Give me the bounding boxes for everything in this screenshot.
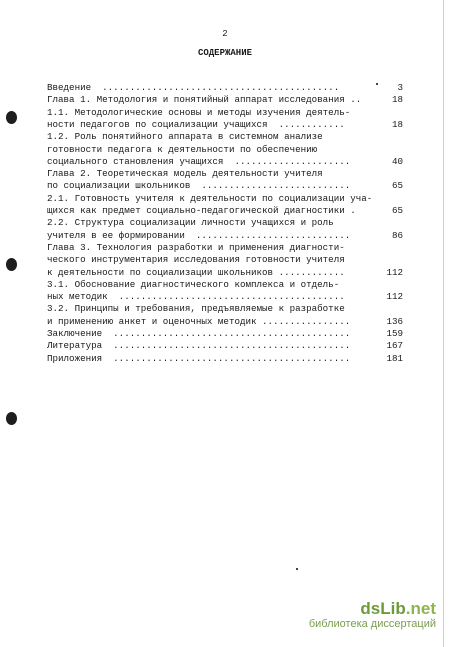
toc-entry-line: Глава 3. Технология разработки и применения диагности- — [47, 241, 345, 253]
watermark — [309, 600, 436, 631]
toc-page-number: 112 — [386, 291, 403, 303]
toc-entry-line: 2.2. Структура социализации личности учащихся и роль — [47, 217, 334, 229]
toc-entry-line: 1.1. Методологические основы и методы изучения деятель- — [47, 106, 351, 118]
toc-entry-line: ности педагогов по социализации учащихся ............ — [47, 118, 345, 130]
scan-speck — [296, 568, 298, 570]
toc-entry-line: готовности педагога к деятельности по обеспечению — [47, 143, 318, 155]
binder-hole-mark — [6, 258, 17, 271]
toc-page-number: 40 — [391, 155, 403, 167]
toc-page-number: 3 — [397, 82, 403, 93]
toc-entry-line: ных методик ......................................... — [47, 291, 345, 303]
toc-entry-line: Заключение ........................................... — [47, 328, 351, 339]
toc-page-number: 65 — [391, 180, 403, 192]
toc-entry-line: к деятельности по социализации школьников ............ — [47, 266, 345, 278]
toc-entry-line: по социализации школьников ........................... — [47, 180, 351, 192]
page-edge-line — [443, 0, 444, 647]
toc-entry-line: учителя в ее формировании ............................ — [47, 229, 351, 241]
toc-entry-line: щихся как предмет социально-педагогической диагностики . — [47, 205, 356, 216]
binder-hole-mark — [6, 412, 17, 425]
toc-entry-line: и применению анкет и оценочных методик ................ — [47, 315, 351, 327]
toc-entry-line: ческого инструментария исследования готовности учителя — [47, 254, 345, 266]
toc-page-number: 159 — [386, 328, 403, 339]
toc-page-number: 112 — [386, 266, 403, 278]
toc-entry-line: 3.2. Принципы и требования, предъявляемые к разработке — [47, 303, 345, 315]
toc-page-number: 18 — [391, 94, 403, 106]
page-number: 2 — [222, 29, 228, 39]
scan-speck — [376, 83, 378, 85]
watermark-logo: dsLib.net — [360, 599, 436, 618]
toc-entry-line: Введение ........................................... — [47, 82, 340, 93]
toc-entry-line: 3.1. Обоснование диагностического комплекса и отдель- — [47, 278, 340, 290]
toc-page-number: 18 — [391, 118, 403, 130]
toc-entry-line: Литература ........................................... — [47, 340, 351, 352]
toc-entry-line: 2.1. Готовность учителя к деятельности по социализации уча- — [47, 192, 373, 204]
toc-entry-line: Глава 1. Методология и понятийный аппарат исследования .. — [47, 94, 362, 106]
toc-entry-line: социального становления учащихся ..................... — [47, 155, 351, 167]
toc-page-number: 181 — [386, 352, 403, 364]
toc-heading: СОДЕРЖАНИЕ — [197, 48, 252, 58]
toc-entry-line: Глава 2. Теоретическая модель деятельности учителя — [47, 168, 323, 180]
toc-entry-line: 1.2. Роль понятийного аппарата в системном анализе — [47, 131, 323, 143]
watermark-subtitle: библиотека диссертаций — [308, 618, 436, 630]
toc-page-number: 65 — [391, 205, 403, 216]
binder-hole-mark — [6, 111, 17, 124]
toc-page-number: 136 — [386, 315, 403, 327]
toc-page-number: 86 — [391, 229, 403, 241]
toc-page-number: 167 — [386, 340, 403, 352]
toc-entry-line: Приложения ........................................... — [47, 352, 351, 364]
